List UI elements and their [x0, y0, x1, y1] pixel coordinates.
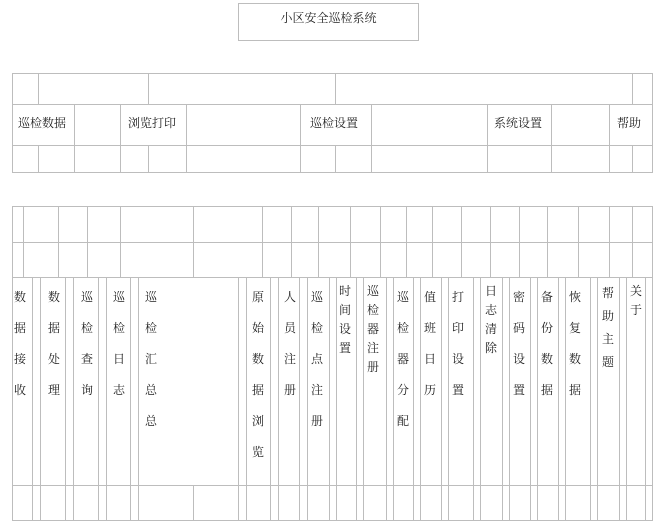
function-personnel-register[interactable]: 人 员 注 册 [283, 290, 296, 397]
menu-item-system-settings[interactable]: 系统设置 [494, 116, 543, 130]
function-data-process[interactable]: 数 据 处 理 [47, 290, 60, 397]
app-title-text: 小区安全巡检系统 [280, 11, 377, 25]
function-backup-data[interactable]: 备 份 数 据 [540, 290, 553, 397]
menu-item-help[interactable]: 帮助 [617, 116, 642, 130]
function-device-register[interactable]: 巡 检 器 注 册 [366, 284, 379, 374]
function-print-settings[interactable]: 打 印 设 置 [451, 290, 464, 397]
function-checkpoint-register[interactable]: 巡 检 点 注 册 [310, 290, 323, 428]
function-device-assign[interactable]: 巡 检 器 分 配 [396, 290, 409, 428]
function-time-settings[interactable]: 时 间 设 置 [338, 284, 351, 355]
function-data-receive[interactable]: 数 据 接 收 [13, 290, 26, 397]
menu-item-browse-print[interactable]: 浏览打印 [128, 116, 177, 130]
function-grid [12, 207, 653, 521]
function-inspection-query[interactable]: 巡 检 查 询 [80, 290, 93, 397]
function-raw-data-browse[interactable]: 原 始 数 据 浏 览 [251, 290, 264, 459]
function-inspection-log[interactable]: 巡 检 日 志 [112, 290, 125, 397]
function-help-topics[interactable]: 帮 助 主 题 [601, 286, 614, 369]
function-restore-data[interactable]: 恢 复 数 据 [568, 290, 581, 397]
function-password-settings[interactable]: 密 码 设 置 [512, 290, 525, 397]
function-about[interactable]: 关 于 [629, 284, 642, 317]
function-log-clear[interactable]: 日 志 清 除 [484, 284, 497, 355]
menu-item-inspection-settings[interactable]: 巡检设置 [310, 116, 359, 130]
function-duty-calendar[interactable]: 值 班 日 历 [423, 290, 436, 397]
function-inspection-summary[interactable]: 巡 检 汇 总 总 [144, 290, 157, 428]
menu-item-inspection-data[interactable]: 巡检数据 [18, 116, 67, 130]
